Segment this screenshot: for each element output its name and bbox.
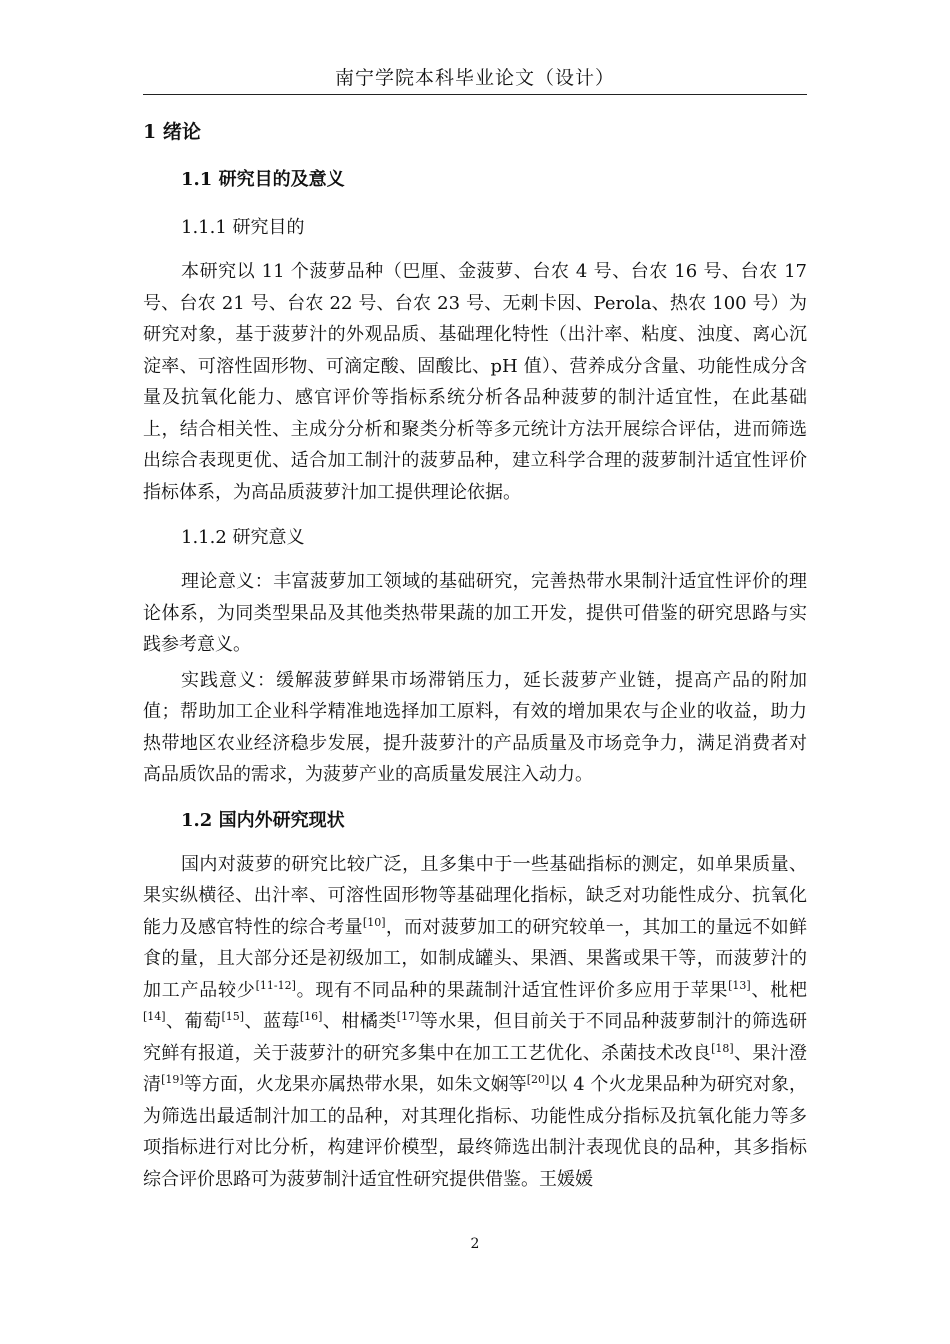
section-heading-1-2: 1.2 国内外研究现状	[181, 809, 345, 831]
text-run: 国内对菠萝的研究比较广泛，且多集中于一些基础指标的测定，如单果质量、果实纵横径、出汁率、可溶性固形物等基础理化指标，缺乏对功能性成分、抗氧化能力及感官特性的综合考量	[143, 853, 807, 938]
citation-ref: [19]	[161, 1073, 184, 1086]
citation-ref: [10]	[362, 915, 386, 929]
text-run: 等方面，火龙果亦属热带水果，如朱文娴等	[183, 1074, 527, 1095]
chapter-heading: 1 绪论	[143, 121, 201, 143]
text-run: 、柑橘类	[322, 1011, 397, 1032]
citation-ref: [18]	[711, 1041, 734, 1055]
page-content	[143, 112, 807, 1199]
citation-ref: [20]	[526, 1073, 550, 1086]
text-run: 等水果，但目前关于不同品种菠萝制汁的筛选研究鲜有报道，关于菠萝汁的研究多集中在加工工艺优化、杀菌技术改良	[143, 1011, 808, 1064]
citation-ref: [11-12]	[255, 978, 296, 992]
paragraph-theoretical-significance: 理论意义：丰富菠萝加工领域的基础研究，完善热带水果制汁适宜性评价的理论体系，为同类型果品及其他类热带果蔬的加工开发，提供可借鉴的研究思路与实践参考意义。	[143, 571, 807, 655]
text-run: ，而对菠萝加工的研究较单一，其加工的量远不如鲜食的量，且大部分还是初级加工，如制成罐头、果酒、果酱或果干等，而菠萝汁的加工产品较少	[143, 916, 808, 1001]
subsection-heading-1-1-2: 1.1.2 研究意义	[181, 527, 305, 548]
citation-ref: [14]	[143, 1010, 166, 1023]
citation-ref: [16]	[299, 1010, 323, 1023]
text-run: 、果汁澄清	[143, 1042, 808, 1095]
section-heading-1-1: 1.1 研究目的及意义	[181, 169, 345, 190]
paragraph-research-status	[143, 849, 807, 1196]
subsection-heading-1-1-1: 1.1.1 研究目的	[181, 217, 305, 238]
page-number: 2	[470, 1236, 480, 1252]
text-run: 。现有不同品种的果蔬制汁适宜性评价多应用于苹果	[295, 979, 729, 1001]
text-run: 、枇杷	[750, 979, 808, 1001]
running-header: 南宁学院本科毕业论文（设计）	[334, 67, 615, 89]
paragraph-research-purpose: 本研究以 11 个菠萝品种（巴厘、金菠萝、台农 4 号、台农 16 号、台农 17 号、台农 21 号、台农 22 号、台农 23 号、无刺卡因、Perola、热农 100 号）为研究对象，基于菠萝汁的外观品质、基础理化特性（出汁率、粘度、浊度、离心沉淀率、可溶性固形物、可滴定酸、固酸比、pH 值）、营养成分含量、功能性成分含量及抗氧化能力、感官评价等指标系统分析各品种菠萝的制汁适宜性，在此基础上，结合相关性、主成分分析和聚类分析等多元统计方法开展综合评估，进而筛选出综合表现更优、适合加工制汁的菠萝品种，建立科学合理的菠萝制汁适宜性评价指标体系，为高品质菠萝汁加工提供理论依据。	[143, 261, 807, 503]
citation-ref: [13]	[728, 978, 751, 992]
text-run: 、葡萄	[165, 1011, 222, 1032]
text-run: 以 4 个火龙果品种为研究对象，为筛选出最适制汁加工的品种，对其理化指标、功能性成分指标及抗氧化能力等多项指标进行对比分析，构建评价模型，最终筛选出制汁表现优良的品种，其多指标综合评价思路可为菠萝制汁适宜性研究提供借鉴。王媛媛	[143, 1074, 808, 1190]
paragraph-practical-significance: 实践意义：缓解菠萝鲜果市场滞销压力，延长菠萝产业链，提高产品的附加值；帮助加工企业科学精准地选择加工原料，有效的增加果农与企业的收益，助力热带地区农业经济稳步发展，提升菠萝汁的产品质量及市场竞争力，满足消费者对高品质饮品的需求，为菠萝产业的高质量发展注入动力。	[143, 669, 807, 785]
citation-ref: [15]	[221, 1010, 245, 1023]
citation-ref: [17]	[396, 1010, 420, 1023]
text-run: 、蓝莓	[244, 1011, 300, 1032]
header-rule	[143, 94, 807, 95]
